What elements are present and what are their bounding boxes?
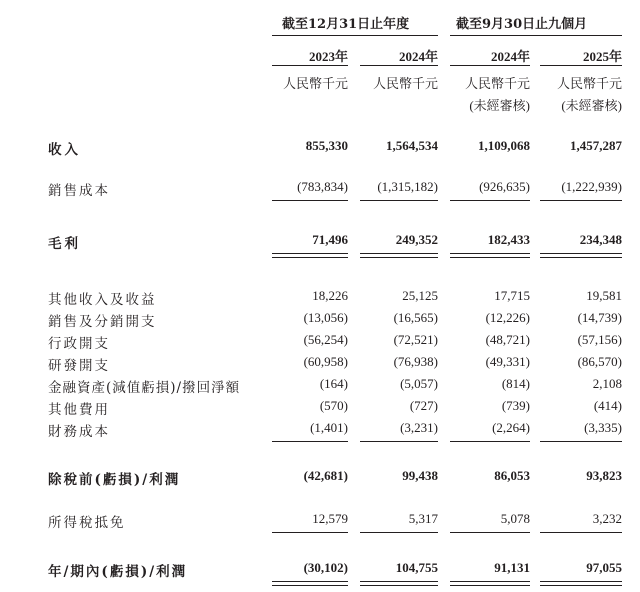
value-cell: 2,108	[592, 376, 622, 391]
value-cell: 5,317	[408, 511, 438, 526]
subtotal-rule	[272, 441, 348, 442]
period-header-2025-nine-months: 2025年	[582, 49, 622, 64]
audit-note: (未經審核)	[561, 98, 622, 113]
value-cell: (5,057)	[400, 376, 438, 391]
total-rule	[450, 585, 530, 586]
total-rule	[272, 253, 348, 254]
subtotal-rule	[360, 200, 438, 201]
total-rule	[450, 581, 530, 582]
value-cell: (86,570)	[577, 354, 622, 369]
value-cell: (30,102)	[303, 560, 348, 575]
value-cell: 104,755	[395, 560, 438, 575]
total-rule	[540, 585, 622, 586]
total-rule	[272, 257, 348, 258]
value-cell: (76,938)	[393, 354, 438, 369]
period-header-2024-nine-months: 2024年	[490, 49, 530, 64]
header-group-years: 截至12月31日止年度	[282, 17, 410, 32]
subtotal-rule	[272, 200, 348, 201]
value-cell: (1,315,182)	[377, 179, 438, 194]
value-cell: 99,438	[402, 468, 438, 483]
value-cell: 71,496	[312, 232, 348, 247]
value-cell: 97,055	[586, 560, 622, 575]
value-cell: (164)	[319, 376, 348, 391]
total-rule	[450, 253, 530, 254]
value-cell: (414)	[593, 398, 622, 413]
value-cell: (72,521)	[393, 332, 438, 347]
row-label-other-expenses: 其他費用	[48, 402, 110, 418]
value-cell: (13,056)	[303, 310, 348, 325]
period-rule-1	[272, 65, 348, 66]
value-cell: 25,125	[402, 288, 438, 303]
header-group-years-rule	[272, 35, 438, 36]
subtotal-rule	[360, 532, 438, 533]
value-cell: 1,564,534	[386, 138, 438, 153]
period-header-2024: 2024年	[398, 49, 438, 64]
total-rule	[360, 257, 438, 258]
total-rule	[360, 253, 438, 254]
value-cell: (16,565)	[393, 310, 438, 325]
value-cell: (49,331)	[485, 354, 530, 369]
value-cell: (783,834)	[297, 179, 348, 194]
value-cell: 234,348	[579, 232, 622, 247]
subtotal-rule	[272, 532, 348, 533]
row-label-profit-before-tax: 除稅前(虧損)/利潤	[48, 472, 181, 488]
total-rule	[540, 257, 622, 258]
row-label-finance-costs: 財務成本	[48, 424, 110, 440]
value-cell: (3,335)	[584, 420, 622, 435]
unit-label: 人民幣千元	[372, 76, 438, 91]
row-label-other-income: 其他收入及收益	[48, 292, 157, 308]
unit-label: 人民幣千元	[464, 76, 530, 91]
value-cell: (739)	[501, 398, 530, 413]
row-label-revenue: 收入	[48, 142, 81, 158]
row-label-rd-expenses: 研發開支	[48, 358, 110, 374]
value-cell: 91,131	[494, 560, 530, 575]
value-cell: (1,222,939)	[561, 179, 622, 194]
value-cell: (926,635)	[479, 179, 530, 194]
subtotal-rule	[540, 441, 622, 442]
row-label-admin-expenses: 行政開支	[48, 336, 110, 352]
value-cell: 1,457,287	[570, 138, 622, 153]
value-cell: 12,579	[312, 511, 348, 526]
value-cell: (14,739)	[577, 310, 622, 325]
row-label-selling-expenses: 銷售及分銷開支	[48, 314, 157, 330]
value-cell: (727)	[409, 398, 438, 413]
row-label-cost-of-sales: 銷售成本	[48, 183, 110, 199]
value-cell: 86,053	[494, 468, 530, 483]
value-cell: (42,681)	[303, 468, 348, 483]
value-cell: 1,109,068	[478, 138, 530, 153]
value-cell: 93,823	[586, 468, 622, 483]
value-cell: (48,721)	[485, 332, 530, 347]
value-cell: (12,226)	[485, 310, 530, 325]
value-cell: 19,581	[586, 288, 622, 303]
total-rule	[360, 585, 438, 586]
value-cell: 18,226	[312, 288, 348, 303]
subtotal-rule	[450, 532, 530, 533]
subtotal-rule	[540, 532, 622, 533]
value-cell: (3,231)	[400, 420, 438, 435]
value-cell: 17,715	[494, 288, 530, 303]
value-cell: 182,433	[487, 232, 530, 247]
period-rule-3	[450, 65, 530, 66]
total-rule	[540, 581, 622, 582]
subtotal-rule	[540, 200, 622, 201]
value-cell: (570)	[319, 398, 348, 413]
total-rule	[540, 253, 622, 254]
subtotal-rule	[360, 441, 438, 442]
total-rule	[272, 585, 348, 586]
value-cell: (56,254)	[303, 332, 348, 347]
subtotal-rule	[450, 200, 530, 201]
value-cell: (1,401)	[310, 420, 348, 435]
value-cell: (2,264)	[492, 420, 530, 435]
value-cell: (60,958)	[303, 354, 348, 369]
total-rule	[272, 581, 348, 582]
value-cell: 5,078	[500, 511, 530, 526]
value-cell: 3,232	[592, 511, 622, 526]
total-rule	[450, 257, 530, 258]
header-group-nine-months: 截至9月30日止九個月	[456, 17, 588, 32]
unit-label: 人民幣千元	[556, 76, 622, 91]
period-rule-2	[360, 65, 438, 66]
header-group-nine-months-rule	[450, 35, 622, 36]
row-label-profit-for-period: 年/期內(虧損)/利潤	[48, 564, 188, 580]
value-cell: 249,352	[395, 232, 438, 247]
unit-label: 人民幣千元	[282, 76, 348, 91]
total-rule	[360, 581, 438, 582]
row-label-income-tax-credit: 所得稅抵免	[48, 515, 126, 531]
audit-note: (未經審核)	[469, 98, 530, 113]
value-cell: 855,330	[305, 138, 348, 153]
period-rule-4	[540, 65, 622, 66]
value-cell: (57,156)	[577, 332, 622, 347]
row-label-gross-profit: 毛利	[48, 236, 81, 252]
row-label-impairment: 金融資產(減值虧損)/撥回淨額	[48, 380, 241, 396]
subtotal-rule	[450, 441, 530, 442]
period-header-2023: 2023年	[308, 49, 348, 64]
value-cell: (814)	[501, 376, 530, 391]
